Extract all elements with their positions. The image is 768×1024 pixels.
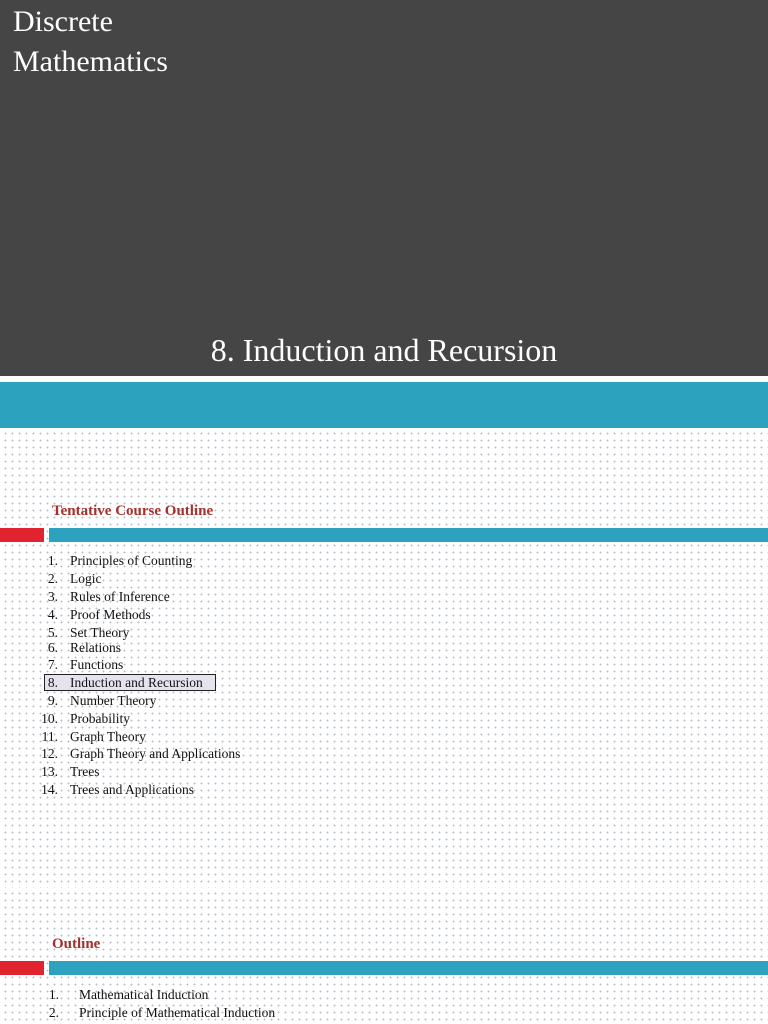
item-label: Trees [70, 764, 100, 779]
item-number: 10. [41, 711, 58, 726]
item-label: Probability [70, 711, 130, 726]
item-label: Set Theory [70, 625, 130, 640]
item-label: Rules of Inference [70, 589, 170, 604]
item-label: Principles of Counting [70, 553, 193, 568]
course-outline-heading: Tentative Course Outline [52, 503, 214, 519]
item-number: 6. [47, 640, 58, 655]
item-label: Logic [70, 571, 102, 586]
course-title: Discrete Mathematics [13, 5, 168, 78]
item-label: Functions [70, 657, 124, 672]
heading-accent-teal [49, 961, 768, 975]
item-number: 2. [47, 571, 58, 586]
item-number: 9. [47, 693, 58, 708]
item-number: 1. [47, 553, 58, 568]
item-label: Mathematical Induction [79, 987, 209, 1002]
item-number: 2. [48, 1005, 59, 1020]
item-number: 4. [47, 607, 58, 622]
outline-slide [0, 888, 768, 1024]
item-number: 11. [41, 729, 58, 744]
item-label: Induction and Recursion [70, 675, 203, 690]
item-number: 7. [47, 657, 58, 672]
item-label: Trees and Applications [70, 782, 194, 797]
item-label: Proof Methods [70, 607, 151, 622]
item-number: 13. [41, 764, 58, 779]
heading-accent-teal [49, 528, 768, 542]
item-label: Graph Theory and Applications [70, 746, 241, 761]
item-number: 5. [47, 625, 58, 640]
item-label: Number Theory [70, 693, 157, 708]
item-number: 1. [48, 987, 59, 1002]
lecture-title: 8. Induction and Recursion [210, 332, 558, 368]
item-number: 14. [41, 782, 58, 797]
item-number: 12. [41, 746, 58, 761]
heading-accent-red [0, 528, 44, 542]
outline-heading: Outline [52, 936, 101, 952]
heading-accent-red [0, 961, 44, 975]
title-accent-band [0, 382, 768, 428]
title-slide [0, 0, 768, 376]
course-outline-slide [0, 428, 768, 888]
item-label: Graph Theory [70, 729, 146, 744]
item-number: 8. [47, 675, 58, 690]
item-number: 3. [47, 589, 58, 604]
item-label: Relations [70, 640, 121, 655]
item-label: Principle of Mathematical Induction [79, 1005, 276, 1020]
